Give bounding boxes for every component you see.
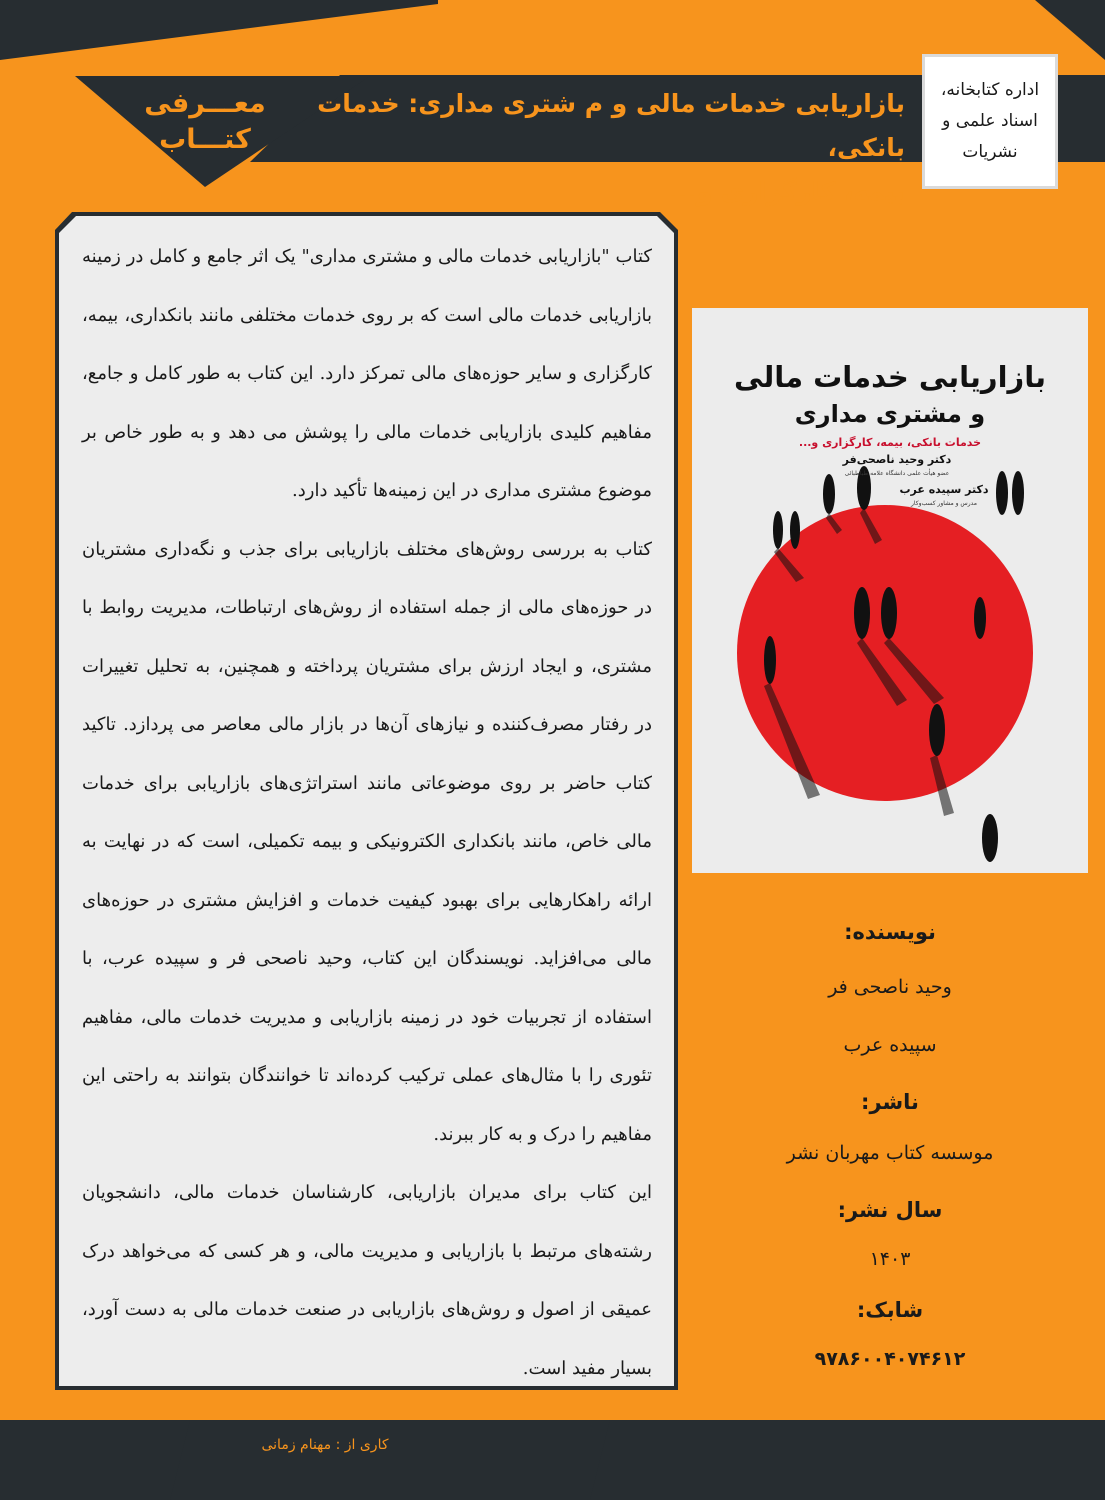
silhouette xyxy=(790,511,800,549)
top-right-dark-corner xyxy=(1035,0,1105,60)
top-left-dark-triangle xyxy=(0,0,438,60)
publisher-name: موسسه کتاب مهربان نشر xyxy=(786,1142,994,1164)
cover-author1: دکتر وحید ناصحی‌فر xyxy=(842,453,952,466)
department-line2: اسناد علمی و xyxy=(942,111,1038,131)
department-box xyxy=(922,54,1058,189)
cover-red-sun xyxy=(737,505,1033,801)
cover-title-line1: بازاریابی خدمات مالی xyxy=(733,360,1047,394)
section-label: معـــرفی کتـــاب xyxy=(144,88,266,155)
silhouette xyxy=(823,474,835,514)
description-paragraph: کتاب "بازاریابی خدمات مالی و مشتری مداری" یک اثر جامع و کامل در زمینه بازاریابی خدمات مالی است که بر روی خدمات مختلفی مانند بانکداری، بیمه، کارگزاری و سایر حوزه‌های مالی تمرکز دارد. این کتاب به طور کامل و جامع، مفاهیم کلیدی بازاریابی خدمات مالی را پوشش می دهد و به طور خاص بر موضوع مشتری مداری در این زمینه‌ها تأکید دارد. xyxy=(82,246,652,501)
author2-name: سپیده عرب xyxy=(843,1034,937,1056)
book-title xyxy=(310,82,905,214)
cover-author2-role: مدرس و مشاور کسب‌وکار xyxy=(911,500,977,507)
book-cover xyxy=(692,308,1088,873)
description-paragraph: این کتاب برای مدیران بازاریابی، کارشناسان خدمات مالی، دانشجویان رشته‌های مرتبط با بازاریابی و مدیریت مالی، و هر کسی که می‌خواهد درک عمیقی از اصول و روش‌های بازاریابی در صنعت خدمات مالی به دست آورد، بسیار مفید است. xyxy=(82,1182,652,1379)
book-title-line2: بیمه، کارگزاری و... xyxy=(668,177,905,206)
silhouette xyxy=(929,704,945,756)
year-label: سال نشر: xyxy=(837,1198,943,1222)
publisher-label: ناشر: xyxy=(861,1090,919,1114)
book-title-line1: بازاریابی خدمات مالی و م شتری مداری: خدمات بانکی، xyxy=(317,89,905,162)
isbn-label: شابک: xyxy=(856,1298,924,1322)
cover-author2: دکتر سپیده عرب xyxy=(899,483,989,496)
silhouette xyxy=(854,587,870,639)
isbn-value: ۹۷۸۶۰۰۴۰۷۴۶۱۲ xyxy=(814,1348,966,1370)
cover-author1-role: عضو هیأت علمی دانشگاه علامه طباطبائی xyxy=(844,470,950,477)
book-description xyxy=(82,228,652,1398)
silhouette xyxy=(881,587,897,639)
cover-title-line2: و مشتری مداری xyxy=(794,400,986,428)
silhouette xyxy=(974,597,986,639)
publication-year: ۱۴۰۳ xyxy=(869,1248,911,1270)
silhouette xyxy=(764,636,776,684)
silhouette xyxy=(773,511,783,549)
department-line1: اداره کتابخانه، xyxy=(940,80,1040,100)
description-paragraph: کتاب به بررسی روش‌های مختلف بازاریابی برای جذب و نگه‌داری مشتریان در حوزه‌های مالی از جمله استفاده از روش‌های ارتباطات، مدیریت روابط با مشتری، و ایجاد ارزش برای مشتریان پرداخته و همچنین، به تحلیل تغییرات در رفتار مصرف‌کننده و نیازهای آن‌ها در بازار مالی معاصر می پردازد. تاکید کتاب حاضر بر روی موضوعاتی مانند استراتژی‌های بازاریابی برای خدمات مالی خاص، مانند بانکداری الکترونیکی و بیمه تکمیلی، است که در نهایت به ارائه راهکارهایی برای بهبود کیفیت خدمات و افزایش مشتری در حوزه‌های مالی می‌افزاید. نویسندگان این کتاب، وحید ناصحی فر و سپیده عرب، با استفاده از تجربیات خود در زمینه بازاریابی و مدیریت خدمات مالی، مفاهیم تئوری را با مثال‌های عملی ترکیب کرده‌اند تا خوانندگان بتوانند به راحتی این مفاهیم را درک و به کار ببرند. xyxy=(82,538,652,1145)
department-name xyxy=(933,75,1047,168)
footer-accent xyxy=(170,1420,610,1500)
department-line3: نشریات xyxy=(962,142,1018,162)
author-label: نویسنده: xyxy=(844,920,936,944)
silhouette xyxy=(982,814,998,862)
silhouette xyxy=(1012,471,1024,515)
author1-name: وحید ناصحی فر xyxy=(828,976,952,998)
cover-subtitle: خدمات بانکی، بیمه، کارگزاری و... xyxy=(798,436,982,449)
footer-credit: کاری از : مهنام زمانی xyxy=(261,1437,389,1453)
